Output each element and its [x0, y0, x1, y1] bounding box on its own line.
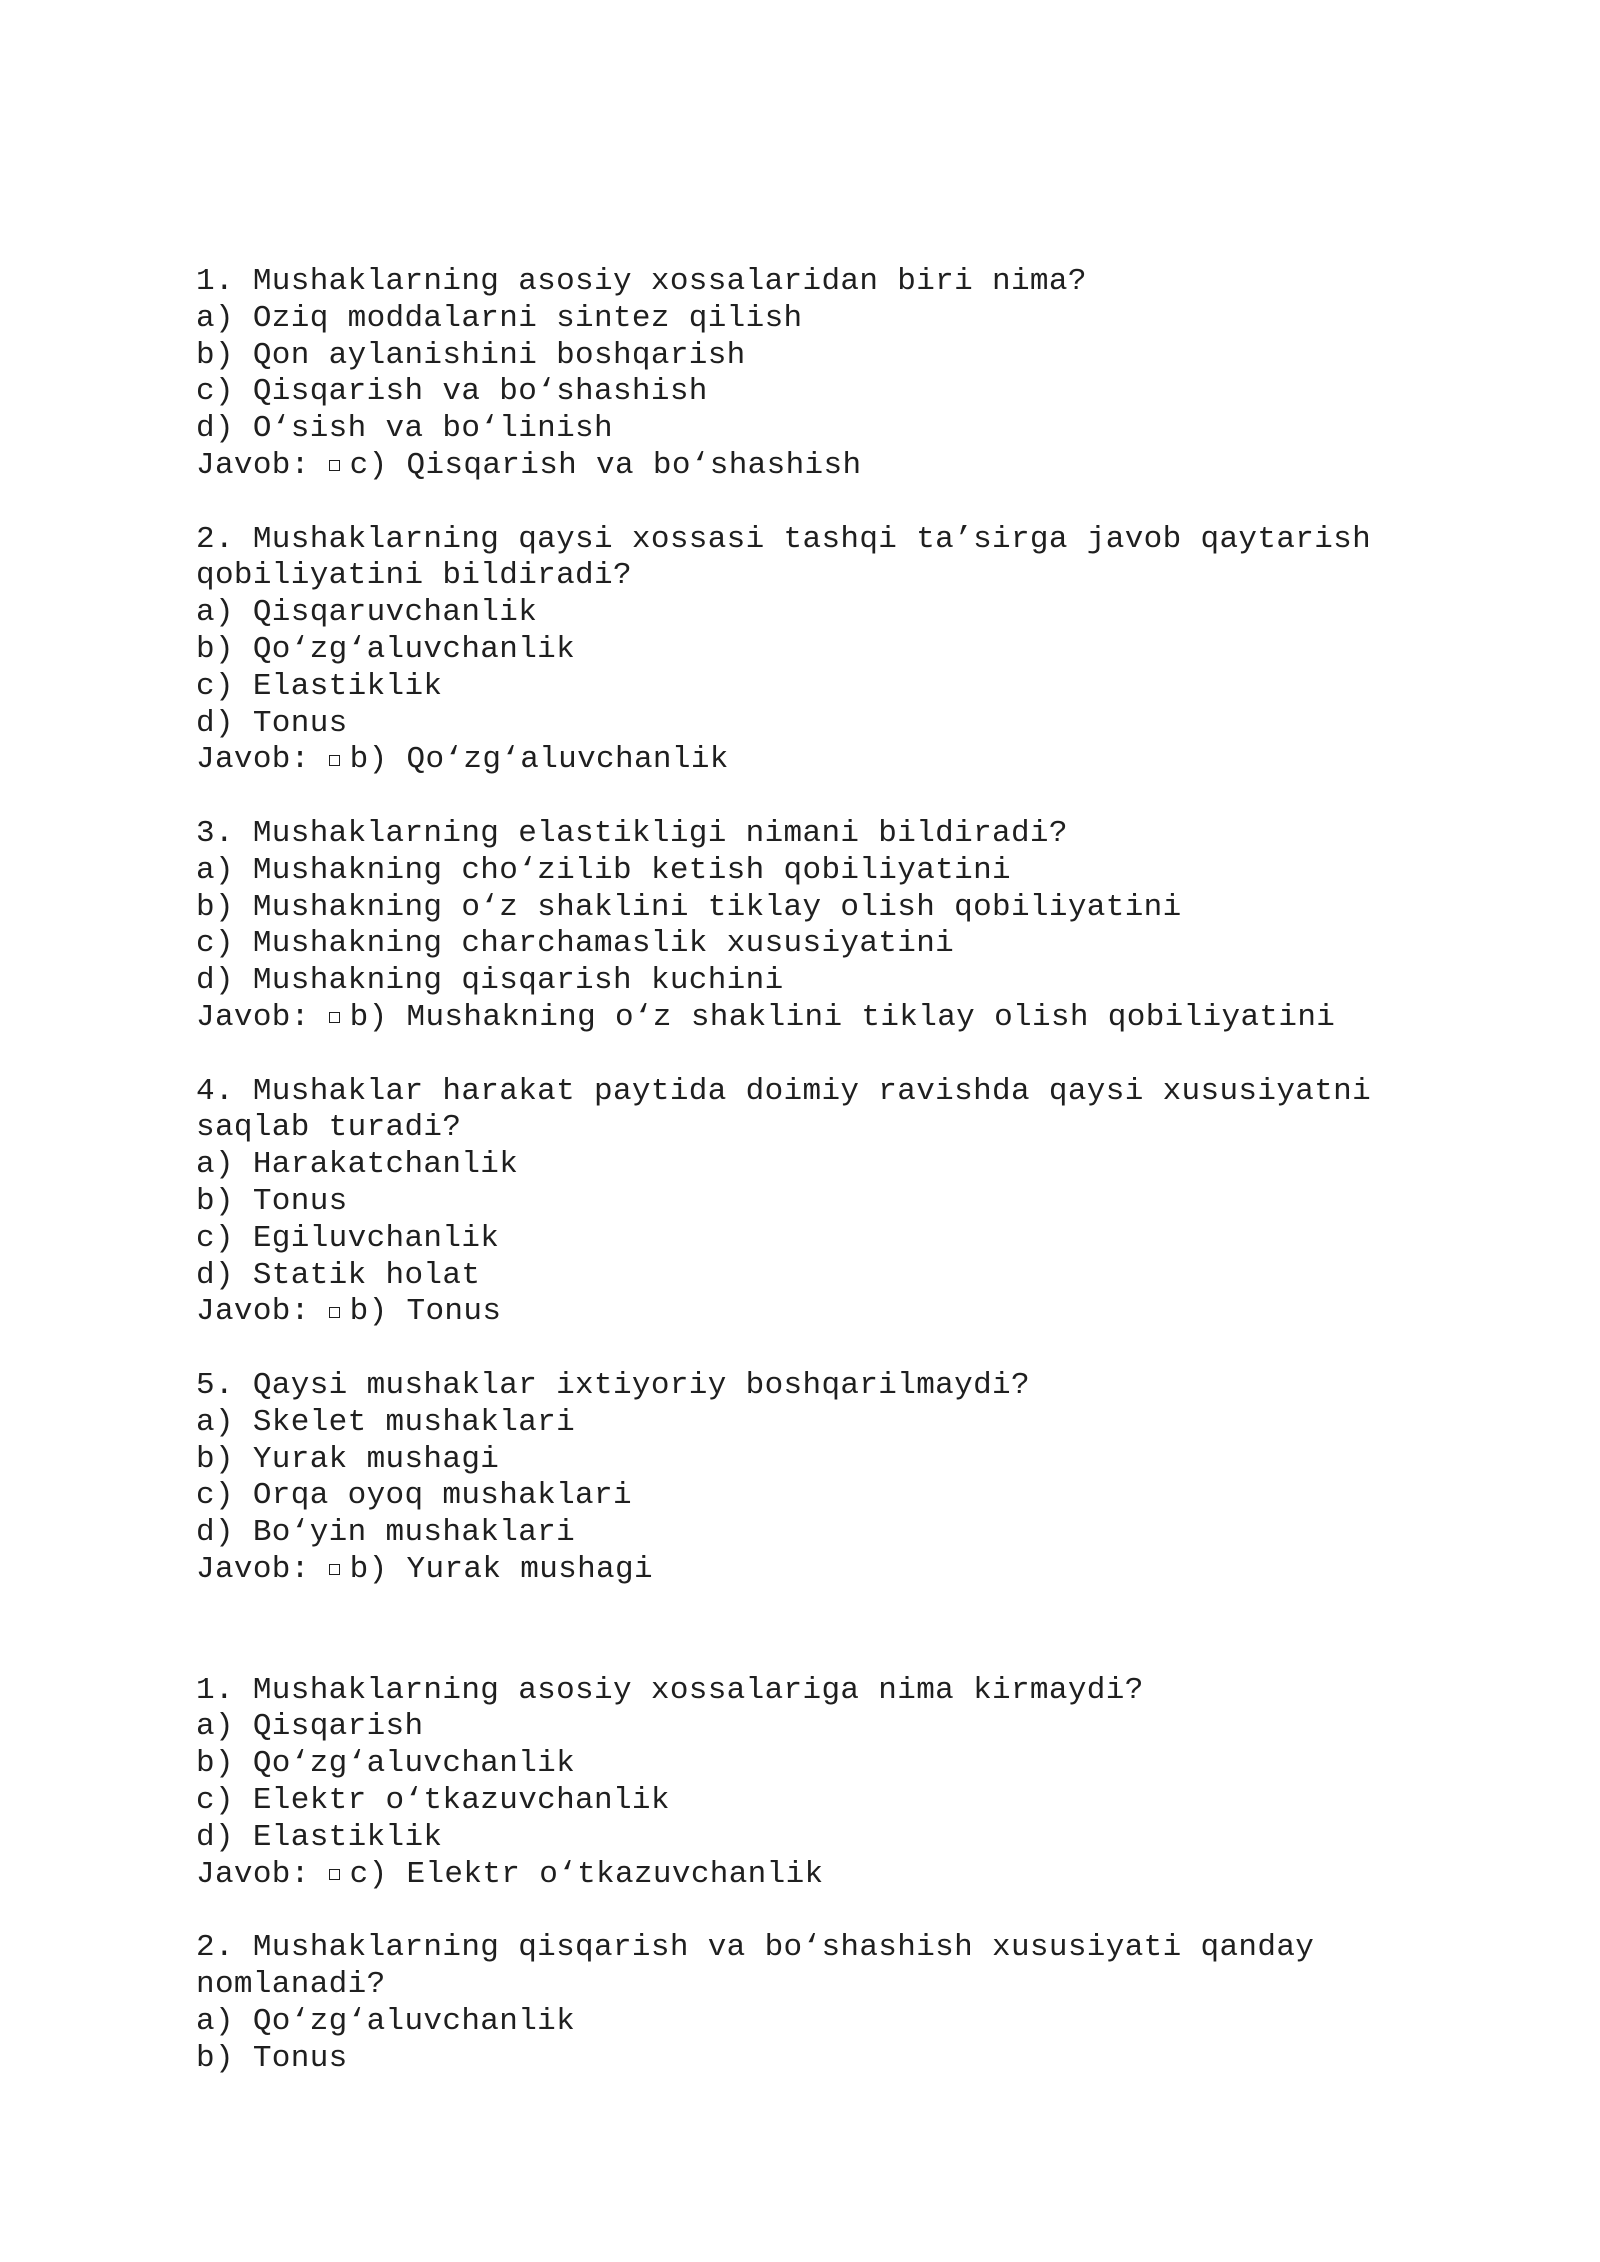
correct-answer: b) Tonus [349, 1294, 502, 1330]
question-text: 3. Mushaklarning elastikligi nimani bildiradi? [196, 815, 1068, 851]
checkbox-icon [329, 1307, 340, 1318]
answer-option: b) Tonus [196, 1183, 348, 1219]
answer-option: a) Skelet mushaklari [196, 1404, 576, 1440]
checkbox-icon [329, 460, 340, 471]
question-text: 2. Mushaklarning qaysi xossasi tashqi ta’sirga javob qaytarish [196, 521, 1372, 557]
answer-option: b) Qo‘zg‘aluvchanlik [196, 1746, 576, 1782]
answer-line [196, 448, 1416, 485]
answer-option: a) Oziq moddalarni sintez qilish [196, 300, 803, 336]
answer-option: b) Qon aylanishini boshqarish [196, 337, 746, 373]
answer-option: c) Egiluvchanlik [196, 1220, 500, 1256]
answer-label: Javob: [196, 1551, 310, 1587]
answer-option: a) Qisqaruvchanlik [196, 595, 538, 631]
answer-option: c) Qisqarish va bo‘shashish [196, 374, 708, 410]
question-text: 2. Mushaklarning qisqarish va bo‘shashish xususiyati qanday [196, 1930, 1315, 1966]
question-spacer [196, 779, 1416, 816]
answer-line [196, 1552, 1416, 1589]
question-block [196, 264, 1416, 485]
question-spacer [196, 1331, 1416, 1368]
answer-line [196, 1857, 1416, 1894]
question-section [196, 264, 1416, 1589]
answer-label: Javob: [196, 742, 310, 778]
quiz-content [196, 264, 1416, 2077]
checkbox-icon [329, 1564, 340, 1575]
answer-option: d) Tonus [196, 705, 348, 741]
answer-option: b) Tonus [196, 2040, 348, 2076]
answer-option: b) Yurak mushagi [196, 1441, 500, 1477]
answer-label: Javob: [196, 1294, 310, 1330]
answer-option: c) Orqa oyoq mushaklari [196, 1478, 632, 1514]
answer-option: b) Mushakning o‘z shaklini tiklay olish qobiliyatini [196, 889, 1182, 925]
answer-label: Javob: [196, 447, 310, 483]
answer-option: d) Bo‘yin mushaklari [196, 1515, 576, 1551]
checkbox-icon [329, 1869, 340, 1880]
correct-answer: c) Elektr o‘tkazuvchanlik [349, 1856, 824, 1892]
question-block [196, 1673, 1416, 1894]
question-block [196, 522, 1416, 780]
answer-line [196, 1294, 1416, 1331]
answer-option: d) O‘sish va bo‘linish [196, 411, 613, 447]
answer-option: c) Mushakning charchamaslik xususiyatini [196, 926, 955, 962]
answer-option: c) Elastiklik [196, 668, 443, 704]
checkbox-icon [329, 1012, 340, 1023]
question-spacer [196, 1037, 1416, 1074]
question-block [196, 1074, 1416, 1332]
question-spacer [196, 1893, 1416, 1930]
correct-answer: b) Yurak mushagi [349, 1551, 653, 1587]
question-text: nomlanadi? [196, 1967, 386, 2003]
answer-line [196, 1000, 1416, 1037]
question-text: 1. Mushaklarning asosiy xossalaridan biri nima? [196, 264, 1087, 299]
question-text: qobiliyatini bildiradi? [196, 558, 632, 594]
question-section [196, 1673, 1416, 2078]
question-text: 5. Qaysi mushaklar ixtiyoriy boshqarilmaydi? [196, 1367, 1030, 1403]
question-block [196, 1368, 1416, 1589]
answer-option: d) Statik holat [196, 1257, 481, 1293]
section-divider-space [196, 1589, 1416, 1673]
question-text: saqlab turadi? [196, 1110, 462, 1146]
question-block [196, 816, 1416, 1037]
question-text: 4. Mushaklar harakat paytida doimiy ravishda qaysi xususiyatni [196, 1073, 1372, 1109]
answer-label: Javob: [196, 1856, 310, 1892]
correct-answer: c) Qisqarish va bo‘shashish [349, 447, 862, 483]
question-block [196, 1930, 1416, 2077]
question-spacer [196, 485, 1416, 522]
answer-option: b) Qo‘zg‘aluvchanlik [196, 631, 576, 667]
answer-option: a) Harakatchanlik [196, 1147, 519, 1183]
answer-line [196, 742, 1416, 779]
checkbox-icon [329, 755, 340, 766]
correct-answer: b) Qo‘zg‘aluvchanlik [349, 742, 729, 778]
answer-option: d) Elastiklik [196, 1819, 443, 1855]
question-text: 1. Mushaklarning asosiy xossalariga nima kirmaydi? [196, 1672, 1144, 1708]
answer-option: a) Qo‘zg‘aluvchanlik [196, 2003, 576, 2039]
answer-option: a) Qisqarish [196, 1709, 424, 1745]
answer-option: c) Elektr o‘tkazuvchanlik [196, 1783, 670, 1819]
answer-label: Javob: [196, 999, 310, 1035]
correct-answer: b) Mushakning o‘z shaklini tiklay olish qobiliyatini [349, 999, 1336, 1035]
answer-option: d) Mushakning qisqarish kuchini [196, 963, 784, 999]
answer-option: a) Mushakning cho‘zilib ketish qobiliyatini [196, 852, 1011, 888]
